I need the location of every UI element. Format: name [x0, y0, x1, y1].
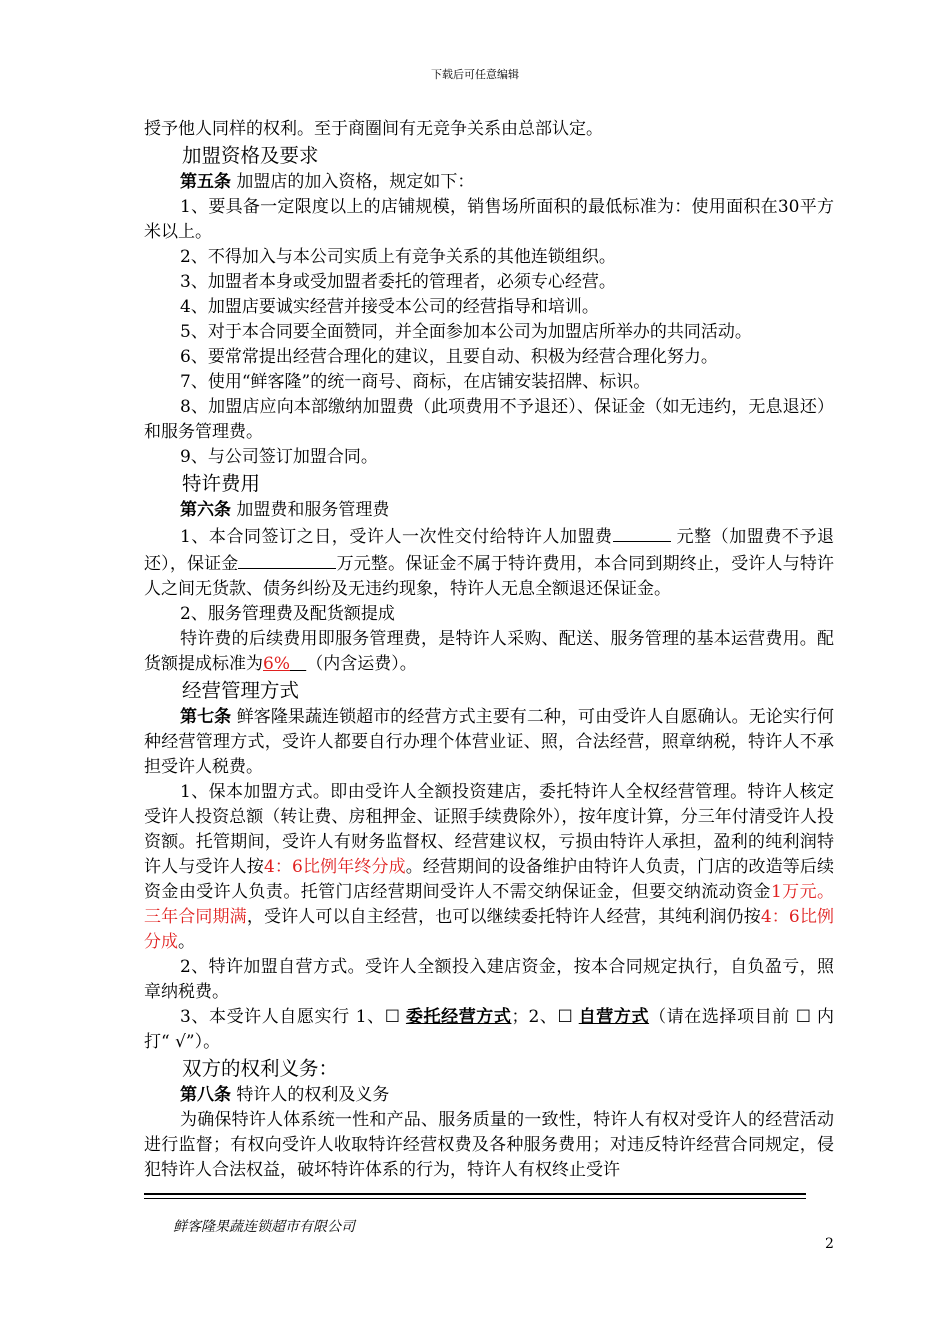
article-5-item-3: 3、加盟者本身或受加盟者委托的管理者，必须专心经营。 — [180, 272, 616, 292]
article-6-item-1 — [144, 523, 834, 602]
paragraph-continuation: 授予他人同样的权利。至于商圈间有无竞争关系由总部认定。 — [144, 119, 603, 139]
article-7-item-1-part-a: 1、保本加盟方式。即由受许人全额投资建店，委托特许人全权经营管理。特许人核定受许人投资总额（转让费、房租押金、证照手续费除外），按年度计算，分三年付清受许人投资额。托管期间，受许人有财务监督权、经营建议权，亏损由特许人承担，盈利的纯利润特许人与受许人按 — [144, 782, 834, 877]
profit-split-highlight-2: 4：6比例分成 — [144, 907, 835, 952]
article-5-item-1: 1、要具备一定限度以上的店铺规模，销售场所面积的最低标准为：使用面积在30平方米以上。 — [144, 197, 834, 242]
option-separator: ；2、☐ — [511, 1007, 579, 1027]
article-6-item-2-text — [144, 627, 834, 677]
article-5-item-6: 6、要常常提出经营合理化的建议，且要自动、积极为经营合理化努力。 — [180, 347, 718, 367]
section-heading-management: 经营管理方式 — [182, 679, 300, 702]
article-8-text: 特许人的权利及义务 — [231, 1085, 390, 1105]
franchise-fee-blank — [613, 523, 671, 542]
service-fee-text-end: （内含运费）。 — [306, 654, 417, 674]
document-body — [144, 117, 834, 1183]
article-6-item-1-part-a: 1、本合同签订之日，受许人一次性交付给特许人加盟费 — [180, 527, 613, 547]
article-7-title: 第七条 — [180, 707, 232, 727]
commission-rate: 6% — [263, 654, 290, 674]
article-7-item-2: 2、特许加盟自营方式。受许人全额投入建店资金，按本合同规定执行，自负盈亏，照章纳税费。 — [144, 957, 834, 1002]
article-6-text: 加盟费和服务管理费 — [231, 500, 390, 520]
section-heading-qualification: 加盟资格及要求 — [182, 144, 319, 167]
article-7 — [144, 705, 834, 780]
footer-rule-thick — [144, 1193, 806, 1195]
article-6 — [144, 498, 834, 523]
article-7-item-1-part-d: 。 — [178, 932, 195, 952]
profit-split-highlight: 4：6比例年终分成 — [263, 857, 406, 877]
footer-rule-thin — [144, 1198, 806, 1199]
article-5-text: 加盟店的加入资格，规定如下： — [231, 172, 475, 192]
service-fee-text: 特许费的后续费用即服务管理费，是特许人采购、配送、服务管理的基本运营费用。配货额提成标准为 — [144, 629, 834, 674]
article-8-title: 第八条 — [180, 1085, 231, 1105]
article-6-item-2: 2、服务管理费及配货额提成 — [180, 604, 395, 624]
article-7-item-3 — [144, 1005, 834, 1055]
option-entrusted-management: 委托经营方式 — [405, 1007, 512, 1027]
article-5-item-8: 8、加盟店应向本部缴纳加盟费（此项费用不予退还）、保证金（如无违约，无息退还）和服务管理费。 — [144, 397, 834, 442]
article-8 — [144, 1083, 834, 1108]
article-5-title: 第五条 — [180, 172, 231, 192]
header-note: 下载后可任意编辑 — [431, 68, 519, 81]
working-capital-highlight: 1万元。三年合同期满 — [144, 882, 834, 927]
article-5-item-9: 9、与公司签订加盟合同。 — [180, 447, 378, 467]
article-5-item-7: 7、使用“鲜客隆”的统一商号、商标，在店铺安装招牌、标识。 — [180, 372, 651, 392]
article-7-text: 鲜客隆果蔬连锁超市的经营方式主要有二种，可由受许人自愿确认。无论实行何种经营管理方式，受许人都要自行办理个体营业证、照，合法经营，照章纳税，特许人不承担受许人税费。 — [144, 707, 835, 777]
article-6-item-1-part-b: 元整（加盟费不予退还），保证金 — [144, 527, 834, 574]
article-5-item-4: 4、加盟店要诚实经营并接受本公司的经营指导和培训。 — [180, 297, 599, 317]
article-7-item-1-part-c: ，受许人可以自主经营，也可以继续委托特许人经营，其纯利润仍按 — [246, 907, 761, 927]
page-number: 2 — [825, 1236, 834, 1252]
footer-company-name: 鲜客隆果蔬连锁超市有限公司 — [173, 1219, 355, 1235]
article-6-title: 第六条 — [180, 500, 231, 520]
option-instruction: （请在选择项目前 ☐ 内打“ √”）。 — [144, 1007, 834, 1052]
article-5-item-5: 5、对于本合同要全面赞同，并全面参加本公司为加盟店所举办的共同活动。 — [180, 322, 752, 342]
article-8-paragraph: 为确保特许人体系统一性和产品、服务质量的一致性，特许人有权对受许人的经营活动进行监督；有权向受许人收取特许经营权费及各种服务费用；对违反特许经营合同规定，侵犯特许人合法权益，破坏特许体系的行为，特许人有权终止受许 — [144, 1110, 834, 1180]
article-7-item-1 — [144, 780, 834, 955]
option-prefix: 3、本受许人自愿实行 1、☐ — [180, 1007, 406, 1027]
article-7-item-1-part-b: 。经营期间的设备维护由特许人负责，门店的改造等后续资金由受许人负责。托管门店经营期间受许人不需交纳保证金，但要交纳流动资金 — [144, 857, 834, 902]
option-self-management: 自营方式 — [578, 1007, 650, 1027]
article-6-item-1-part-c: 万元整。保证金不属于特许费用，本合同到期终止，受许人与特许人之间无货款、债务纠纷及无违约现象，特许人无息全额退还保证金。 — [144, 554, 835, 599]
section-heading-fees: 特许费用 — [182, 472, 261, 495]
article-5 — [144, 170, 834, 195]
section-heading-rights: 双方的权利义务： — [182, 1057, 339, 1080]
deposit-blank — [238, 550, 336, 569]
article-5-item-2: 2、不得加入与本公司实质上有竞争关系的其他连锁组织。 — [180, 247, 616, 267]
